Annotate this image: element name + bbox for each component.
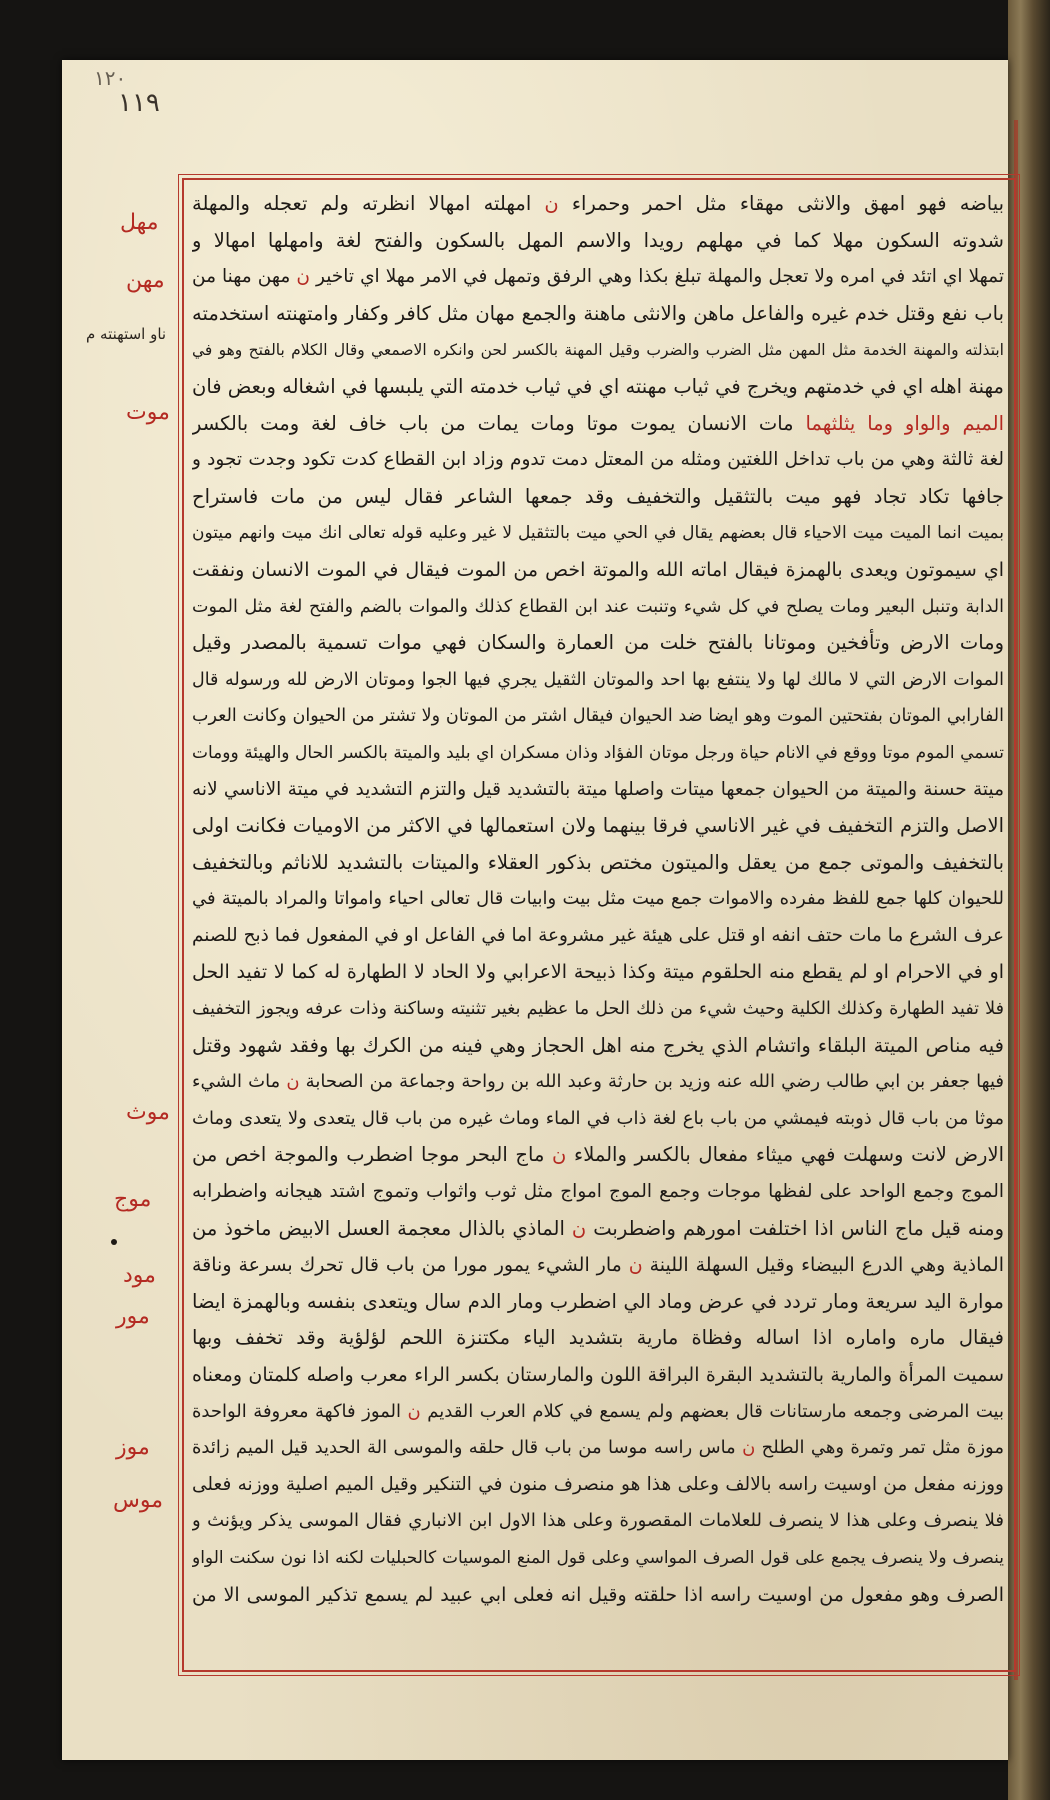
- text-line: [192, 296, 1004, 333]
- text-segment: فيه مناص الميتة البلقاء واتشام الذي يخرج منه اهل الحجاز وهي فينه من الكرك بها وفقد شهود وقتل: [192, 1033, 1004, 1057]
- text-line: [192, 223, 1004, 260]
- text-line: [192, 918, 1004, 955]
- text-line: [192, 552, 1004, 589]
- text-segment: ينصرف ولا ينصرف يجمع على قول الصرف المواسي وعلى قول المنع الموسيات كالحبليات لكنه اذا نون سكنت الواو: [192, 1547, 1004, 1568]
- text-line: [192, 1394, 1004, 1431]
- text-line: [192, 991, 1004, 1028]
- text-line: [192, 625, 1004, 662]
- text-segment: ماس راسه موسا من باب قال حلقه والموسى الة الحديد قيل الميم زائدة: [192, 1437, 736, 1459]
- text-segment: ومنه قيل ماج الناس اذا اختلفت امورهم واضطربت: [593, 1216, 1004, 1240]
- text-line: [192, 1137, 1004, 1174]
- margin-note-mwt2: موث: [126, 1100, 170, 1125]
- text-line: [192, 1028, 1004, 1065]
- text-line: [192, 186, 1004, 223]
- margin-note-mwz: موز: [116, 1435, 150, 1460]
- text-line: [192, 1430, 1004, 1467]
- text-segment: مهن مهنا من: [192, 266, 291, 288]
- text-line: [192, 1540, 1004, 1577]
- text-segment: ماج البحر موجا اضطرب والموجة اخص من: [192, 1143, 545, 1167]
- text-line: [192, 772, 1004, 809]
- text-segment: باب نفع وقتل خدم غيره والفاعل ماهن والانثى ماهنة والجمع مهان مثل كافر وكفار وامتهنته استخدمته: [192, 301, 1004, 325]
- text-segment: تمهلا اي اتئد في امره ولا تعجل والمهلة تبلغ بكذا وهي الرفق وتمهل في الامر مهلا اي تاخير: [316, 266, 1004, 288]
- text-line: [192, 406, 1004, 443]
- text-segment: فيقال ماره واماره اذا اساله وفظاة مارية بتشديد الياء مكتنزة اللحم لؤلؤية وقد تخفف وبها: [192, 1326, 1004, 1350]
- text-line: [192, 1101, 1004, 1138]
- text-line: [192, 589, 1004, 626]
- text-line: [192, 515, 1004, 552]
- text-segment: او في الاحرام او لم يقطع منه الحلقوم ميتة وكذا ذبيحة الاعرابي ولا الحاد لا الطهارة له كما لا تفيد الحل: [192, 961, 1004, 984]
- margin-note-mwj: موج: [114, 1187, 152, 1212]
- text-line: [192, 1320, 1004, 1357]
- text-line: [192, 662, 1004, 699]
- text-segment: الدابة وتنبل البعير ومات يصلح في كل شيء وتنبت عند ابن القطاع كذلك والموات بالضم والفتح لغة مثل الموت: [192, 596, 1004, 617]
- text-line: [192, 1174, 1004, 1211]
- text-line: [192, 1211, 1004, 1248]
- rubric-marker: ن: [296, 266, 310, 288]
- text-segment: الموز فاكهة معروفة الواحدة: [192, 1400, 402, 1422]
- text-segment: موارة اليد سريعة ومار تردد في عرض وماد الي اضطرب ومار الدم سال ويتعدى بنفسه وبالهمزة ايضا: [192, 1289, 1004, 1313]
- main-text-block: [192, 186, 1004, 1656]
- text-line: [192, 881, 1004, 918]
- margin-note-mwt: موت: [126, 400, 170, 425]
- margin-note-mws: موس: [113, 1488, 164, 1513]
- text-segment: الماذي بالذال معجمة العسل الابيض ماخوذ من: [192, 1216, 565, 1240]
- text-segment: الموج وجمع الواحد على لفظها موجات وجمع الموج امواج مثل ثوب واثواب وتموج اشتد هيجانه واضطرابه: [192, 1181, 1004, 1203]
- text-segment: للحيوان كلها جمع للفظ مفرده والاموات جمع ميت مثل بيت وابيات قال تعالى احياء وامواتا والمراد بالميتة في: [192, 888, 1004, 910]
- text-line: [192, 1503, 1004, 1540]
- text-line: [192, 332, 1004, 369]
- text-segment: سميت المرأة والمارية بالتشديد البقرة البراقة اللون والمارستان بكسر الراء معرب واصله كلمتان ومعناه: [192, 1364, 1004, 1386]
- margin-note-gloss: ناو استهنته م: [86, 325, 167, 343]
- text-segment: ماث الشيء: [192, 1071, 281, 1093]
- text-line: [192, 1247, 1004, 1284]
- margin-note-mwr: مور: [116, 1304, 150, 1329]
- rubric-marker: ن: [552, 1143, 567, 1167]
- text-line: [192, 1284, 1004, 1321]
- text-segment: جافها تكاد تجاد فهو ميت بالتثقيل والتخفيف وقد جمعها الشاعر فقال ليس من مات فاستراح: [192, 484, 1004, 508]
- text-segment: ومات الارض وتأفخين وموتانا بالفتح خلت من العمارة والسكان فهي موات تسمية بالمصدر وقيل: [192, 631, 1004, 655]
- text-line: [192, 1357, 1004, 1394]
- text-segment: عرف الشرع ما مات حتف انفه او قتل على هيئة غير مشروعة اما في الفاعل او في المفعول فما ذبح للصنم: [192, 924, 1004, 946]
- text-segment: فلا تفيد الطهارة وكذلك الكلية وحيث شيء من ذلك الحل ما عظيم بغير تثنيته وساكنة وذات عرفه ويجوز التخفيف: [192, 999, 1004, 1020]
- text-segment: شدوته السكون مهلا كما في مهلهم رويدا والاسم المهل بالسكون والفتح لغة وامهلها امهالا و: [192, 228, 1004, 252]
- text-segment: الموات الارض التي لا مالك لها ولا ينتفع بها احد والموتان الثقيل يجري فيها الجوا وموتان الارض لله ورسوله قال: [192, 669, 1004, 690]
- margin-note-mwd: مود: [123, 1263, 156, 1288]
- text-segment: اي سيموتون ويعدى بالهمزة فيقال اماته الله والموتة اخص من الموت فيقال في الموت الانسان ونفقت: [192, 558, 1004, 581]
- text-segment: فلا ينصرف وعلى هذا لا ينصرف للعلامات المقصورة وعلى هذا الاول ابن الانباري فقال الموسى يذكر ويؤنث و: [192, 1510, 1004, 1532]
- folio-number-new: ١١٩: [118, 88, 160, 118]
- text-line: [192, 442, 1004, 479]
- text-line: [192, 479, 1004, 516]
- text-line: [192, 259, 1004, 296]
- text-segment: موثا من باب قال ذوبته فيمشي من باب باع لغة ذاب في الماء وماث غيره من باب قال يتعدى ولا يتعدى وماث: [192, 1107, 1004, 1129]
- text-line: [192, 845, 1004, 882]
- text-line: [192, 1064, 1004, 1101]
- text-line: [192, 954, 1004, 991]
- rubric-marker: ن: [571, 1216, 587, 1240]
- margin-dot: [111, 1239, 117, 1245]
- text-segment: مات الانسان يموت موتا ومات يمات من باب خاف لغة ومت بالكسر: [192, 411, 794, 435]
- text-segment: تسمي الموم موتا ووقع في الانام حياة ورجل موتان الفؤاد وذان مسكران اي بليد والميتة بالكسر الحال والهيئة وومات: [192, 742, 1004, 763]
- text-segment: بيت المرضى وجمعه مارستانات قال بعضهم ولم يسمع في كلام العرب القديم: [427, 1400, 1004, 1422]
- text-segment: موزة مثل تمر وتمرة وهي الطلح: [761, 1437, 1004, 1459]
- text-segment: الفارابي الموتان بفتحتين الموت وهو ايضا ضد الحيوان فيقال اشتر من الموتان ولا تشتر من الحيوان وكانت العرب: [192, 706, 1004, 727]
- folio-number-old: ١٢٠: [94, 66, 127, 90]
- text-segment: لغة ثالثة وهي من باب تداخل اللغتين ومثله من المعتل دمت تدوم وزاد ابن القطاع كدت تكود وجدت تجود و: [192, 449, 1004, 471]
- text-line: [192, 698, 1004, 735]
- text-segment: بميت انما الميت ميت الاحياء قال بعضهم يقال في الحي ميت بالتثقيل لا غير وعليه قوله تعالى انك ميت وانهم ميتون: [192, 523, 1004, 544]
- text-segment: مهنة اهله اي في خدمتهم ويخرج في ثياب مهنته اي في ثياب خدمته التي يلبسها في اشغاله وبعض فان: [192, 374, 1004, 398]
- text-segment: الارض لانت وسهلت فهي ميثاء مفعال بالكسر والملاء: [574, 1143, 1004, 1167]
- text-line: [192, 735, 1004, 772]
- margin-note-mhn: مهن: [126, 268, 165, 293]
- margin-note-mhl: مهل: [120, 210, 159, 235]
- text-segment: ابتذلته والمهنة الخدمة مثل المهن مثل الضرب والضرب وقيل المهنة بالكسر لحن وانكره الاصمعي وقال الكلام بالفتح وهو في: [192, 341, 1004, 360]
- text-segment: الصرف وهو مفعول من اوسيت راسه اذا حلقته وقيل انه فعلى ابي عبيد لم يسمع تذكير الموسى الا من: [192, 1583, 1004, 1606]
- text-line: [192, 1577, 1004, 1614]
- rubric-marker: الميم والواو وما يثلثهما: [805, 411, 1004, 435]
- text-segment: ووزنه مفعل من اوسيت راسه بالالف وعلى هذا هو منصرف منون في التنكير وقيل الميم اصلية ووزنه فعلى: [192, 1473, 1004, 1495]
- rubric-marker: ن: [742, 1437, 756, 1459]
- rubric-marker: ن: [286, 1071, 300, 1093]
- text-segment: فيها جعفر بن ابي طالب رضي الله عنه وزيد بن حارثة وعبد الله بن رواحة وجماعة من الصحابة: [305, 1071, 1004, 1093]
- text-segment: امهلته امهالا انظرته ولم تعجله والمهلة: [192, 192, 532, 215]
- rubric-marker: ن: [628, 1254, 643, 1277]
- rubric-marker: ن: [407, 1400, 421, 1422]
- text-line: [192, 369, 1004, 406]
- text-segment: ميتة حسنة والميتة من الحيوان جمعها ميتات واصلها ميتة بالتشديد قيل والتزم التشديد في ميتة الاناسي لانه: [192, 778, 1004, 800]
- text-segment: الاصل والتزم التخفيف في غير الاناسي فرقا بينهما ولان استعمالها في الاكثر من الاوميات فكانت اولى: [192, 814, 1004, 838]
- text-segment: الماذية وهي الدرع البيضاء وقيل السهلة اللينة: [649, 1254, 1004, 1277]
- rubric-marker: ن: [544, 192, 559, 215]
- text-line: [192, 808, 1004, 845]
- text-segment: بالتخفيف والموتى جمع من يعقل والميتون مختص بذكور العقلاء والميتات بالتشديد للاناثم وبالتخفيف: [192, 850, 1004, 874]
- text-segment: مار الشيء يمور مورا من باب قال تحرك بسرعة وناقة: [192, 1254, 622, 1277]
- text-segment: بياضه فهو امهق والانثى مهقاء مثل احمر وحمراء: [571, 192, 1004, 215]
- text-line: [192, 1467, 1004, 1504]
